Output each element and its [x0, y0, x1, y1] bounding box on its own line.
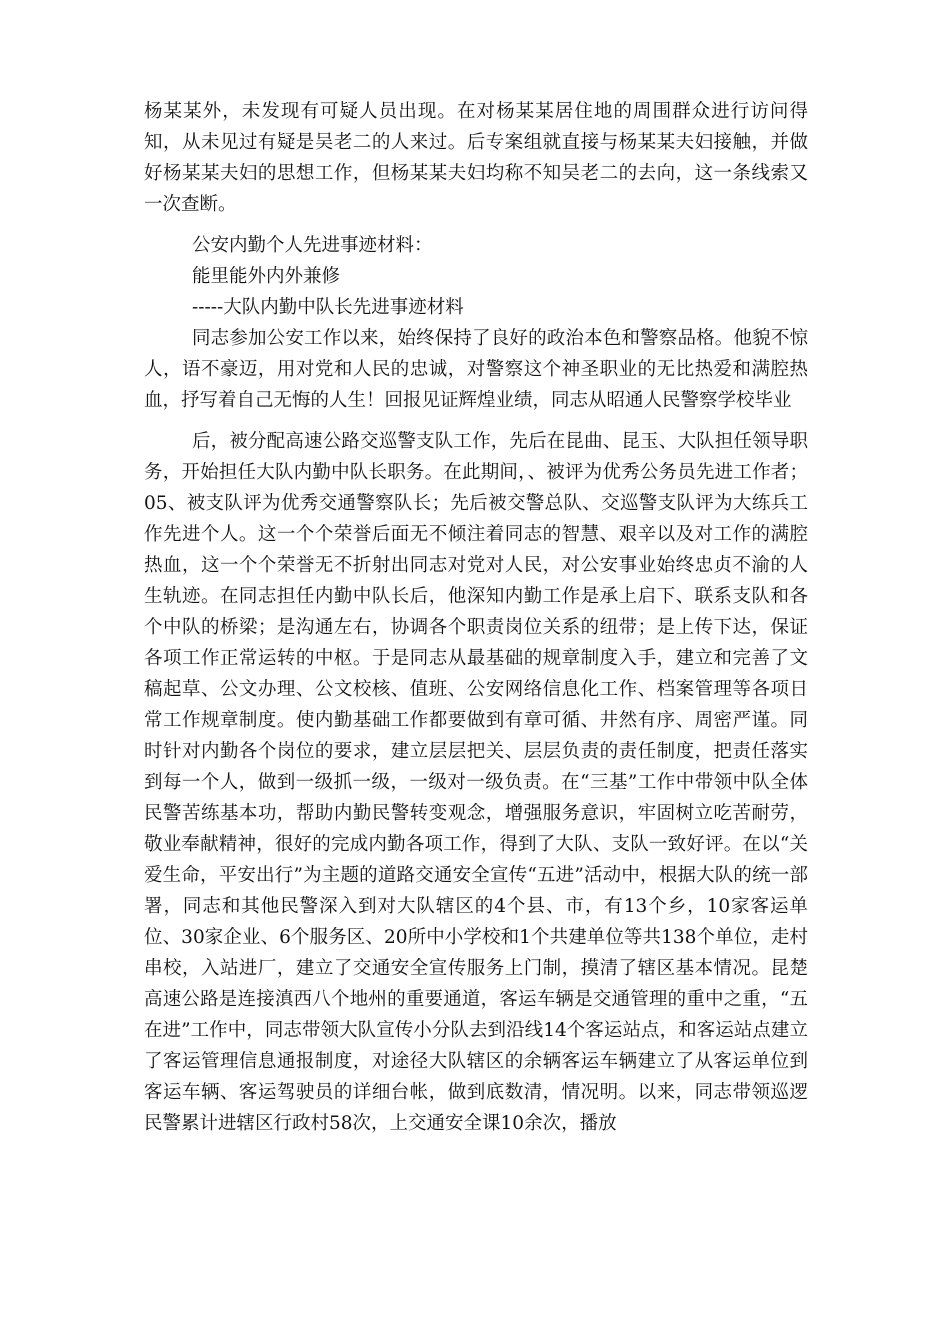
- paragraph-body: 后，被分配高速公路交巡警支队工作，先后在昆曲、昆玉、大队担任领导职务，开始担任大队内勤中队长职务。在此期间，、被评为优秀公务员先进工作者；05、被支队评为优秀交通警察队长；先后被交警总队、交巡警支队评为大练兵工作先进个人。这一个个荣誉后面无不倾注着同志的智慧、艰辛以及对工作的满腔热血，这一个个荣誉无不折射出同志对党对人民，对公安事业始终忠贞不渝的人生轨迹。在同志担任内勤中队长后，他深知内勤工作是承上启下、联系支队和各个中队的桥梁；是沟通左右，协调各个职责岗位关系的纽带；是上传下达，保证各项工作正常运转的中枢。于是同志从最基础的规章制度入手，建立和完善了文稿起草、公文办理、公文校核、值班、公安网络信息化工作、档案管理等各项日常工作规章制度。使内勤基础工作都要做到有章可循、井然有序、周密严谨。同时针对内勤各个岗位的要求，建立层层把关、层层负责的责任制度，把责任落实到每一个人，做到一级抓一级，一级对一级负责。在“三基”工作中带领中队全体民警苦练基本功，帮助内勤民警转变观念，增强服务意识，牢固树立吃苦耐劳，敬业奉献精神，很好的完成内勤各项工作，得到了大队、支队一致好评。在以“关爱生命，平安出行”为主题的道路交通安全宣传“五进”活动中，根据大队的统一部署，同志和其他民警深入到对大队辖区的4个县、市，有13个乡，10家客运单位、30家企业、6个服务区、20所中小学校和1个共建单位等共138个单位，走村串校，入站进厂，建立了交通安全宣传服务上门制，摸清了辖区基本情况。昆楚高速公路是连接滇西八个地州的重要通道，客运车辆是交通管理的重中之重，“五在进”工作中，同志带领大队宣传小分队去到沿线14个客运站点，和客运站点建立了客运管理信息通报制度，对途径大队辖区的余辆客运车辆建立了从客运单位到客运车辆、客运驾驶员的详细台帐，做到底数清，情况明。以来，同志带领巡逻民警累计进辖区行政村58次，上交通安全课10余次，播放: [144, 431, 808, 1134]
- paragraph-continued: 杨某某外，未发现有可疑人员出现。在对杨某某居住地的周围群众进行访问得知，从未见过有疑是吴老二的人来过。后专案组就直接与杨某某夫妇接触，并做好杨某某夫妇的思想工作，但杨某某夫妇均称不知吴老二的去向，这一条线索又一次查断。: [144, 101, 808, 215]
- document-page: [144, 96, 808, 1139]
- paragraph-subtitle: -----大队内勤中队长先进事迹材料: [192, 297, 464, 318]
- paragraph-material-heading: 公安内勤个人先进事迹材料：: [192, 235, 433, 256]
- paragraph-intro: 同志参加公安工作以来，始终保持了良好的政治本色和警察品格。他貌不惊人，语不豪迈，用对党和人民的忠诚，对警察这个神圣职业的无比热爱和满腔热血，抒写着自己无悔的人生！回报见证辉煌业绩，同志从昭通人民警察学校毕业: [144, 328, 808, 411]
- paragraph-title: 能里能外内外兼修: [192, 266, 341, 287]
